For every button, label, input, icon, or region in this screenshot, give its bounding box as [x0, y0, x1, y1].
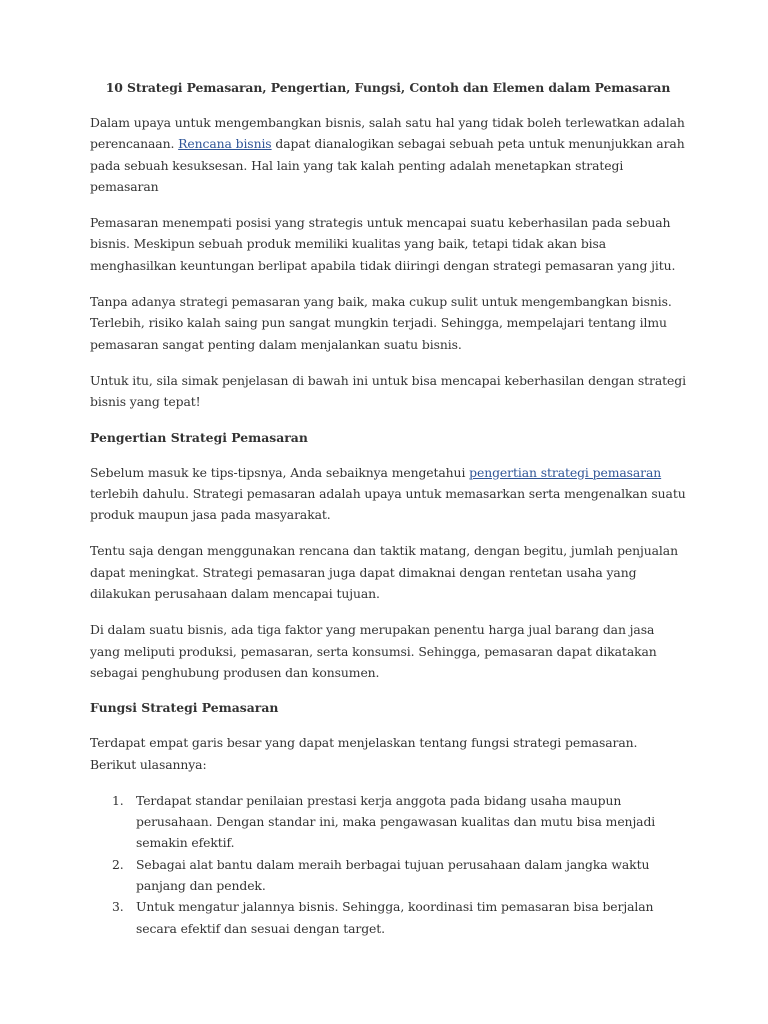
fungsi-heading: Fungsi Strategi Pemasaran [90, 700, 279, 716]
intro-p1-text-after: dapat dianalogikan sebagai sebuah peta untuk menunjukkan arah pada sebuah kesuksesan. Hal lain yang tak kalah penting adalah menetapkan strategi pemasaran [90, 136, 685, 194]
fungsi-paragraph-1: Terdapat empat garis besar yang dapat menjelaskan tentang fungsi strategi pemasaran. Berikut ulasannya: [90, 735, 638, 772]
list-item-number: 2. [112, 856, 124, 872]
pengertian-p1-text-before: Sebelum masuk ke tips-tipsnya, Anda sebaiknya mengetahui [90, 464, 470, 480]
list-item [90, 854, 686, 897]
list-item-number: 3. [112, 899, 124, 915]
list-item [90, 896, 686, 939]
intro-paragraph-3: Tanpa adanya strategi pemasaran yang baik, maka cukup sulit untuk mengembangkan bisnis. Terlebih, risiko kalah saing pun sangat mungkin terjadi. Sehingga, mempelajari tentang ilmu pemasaran sangat penting dalam menjalankan suatu bisnis. [90, 294, 672, 352]
pengertian-heading: Pengertian Strategi Pemasaran [90, 429, 308, 445]
rencana-bisnis-link[interactable]: Rencana bisnis [178, 136, 272, 152]
list-item-text: Untuk mengatur jalannya bisnis. Sehingga, koordinasi tim pemasaran bisa berjalan secara efektif dan sesuai dengan target. [136, 899, 654, 936]
fungsi-list [90, 790, 686, 939]
intro-paragraph-2: Pemasaran menempati posisi yang strategis untuk mencapai suatu keberhasilan pada sebuah bisnis. Meskipun sebuah produk memiliki kualitas yang baik, tetapi tidak akan bisa menghasilkan keuntungan berlipat apabila tidak diiringi dengan strategi pemasaran yang jitu. [90, 215, 676, 273]
list-item-text: Terdapat standar penilaian prestasi kerja anggota pada bidang usaha maupun perusahaan. Dengan standar ini, maka pengawasan kualitas dan mutu bisa menjadi semakin efektif. [136, 792, 656, 851]
list-item-text: Sebagai alat bantu dalam meraih berbagai tujuan perusahaan dalam jangka waktu panjang dan pendek. [136, 856, 650, 894]
intro-paragraph-1 [90, 112, 686, 197]
list-item-number: 1. [112, 792, 124, 808]
pengertian-p1-text-after: terlebih dahulu. Strategi pemasaran adalah upaya untuk memasarkan serta mengenalkan suatu produk maupun jasa pada masyarakat. [90, 485, 686, 523]
pengertian-paragraph-2: Tentu saja dengan menggunakan rencana dan taktik matang, dengan begitu, jumlah penjualan dapat meningkat. Strategi pemasaran juga dapat dimaknai dengan rentetan usaha yang dilakukan perusahaan dalam mencapai tujuan. [90, 543, 678, 602]
pengertian-paragraph-3: Di dalam suatu bisnis, ada tiga faktor yang merupakan penentu harga jual barang dan jasa yang meliputi produksi, pemasaran, serta konsumsi. Sehingga, pemasaran dapat dikatakan sebagai penghubung produsen dan konsumen. [90, 622, 657, 680]
pengertian-paragraph-1 [90, 462, 686, 526]
intro-paragraph-4: Untuk itu, sila simak penjelasan di bawah ini untuk bisa mencapai keberhasilan dengan strategi bisnis yang tepat! [90, 372, 686, 410]
intro-p1-text-before: Dalam upaya untuk mengembangkan bisnis, salah satu hal yang tidak boleh terlewatkan adalah perencanaan. [90, 115, 685, 152]
document-title: 10 Strategi Pemasaran, Pengertian, Fungsi, Contoh dan Elemen dalam Pemasaran [105, 80, 671, 95]
pengertian-strategi-pemasaran-link[interactable]: pengertian strategi pemasaran [469, 464, 662, 480]
list-item [90, 790, 686, 854]
